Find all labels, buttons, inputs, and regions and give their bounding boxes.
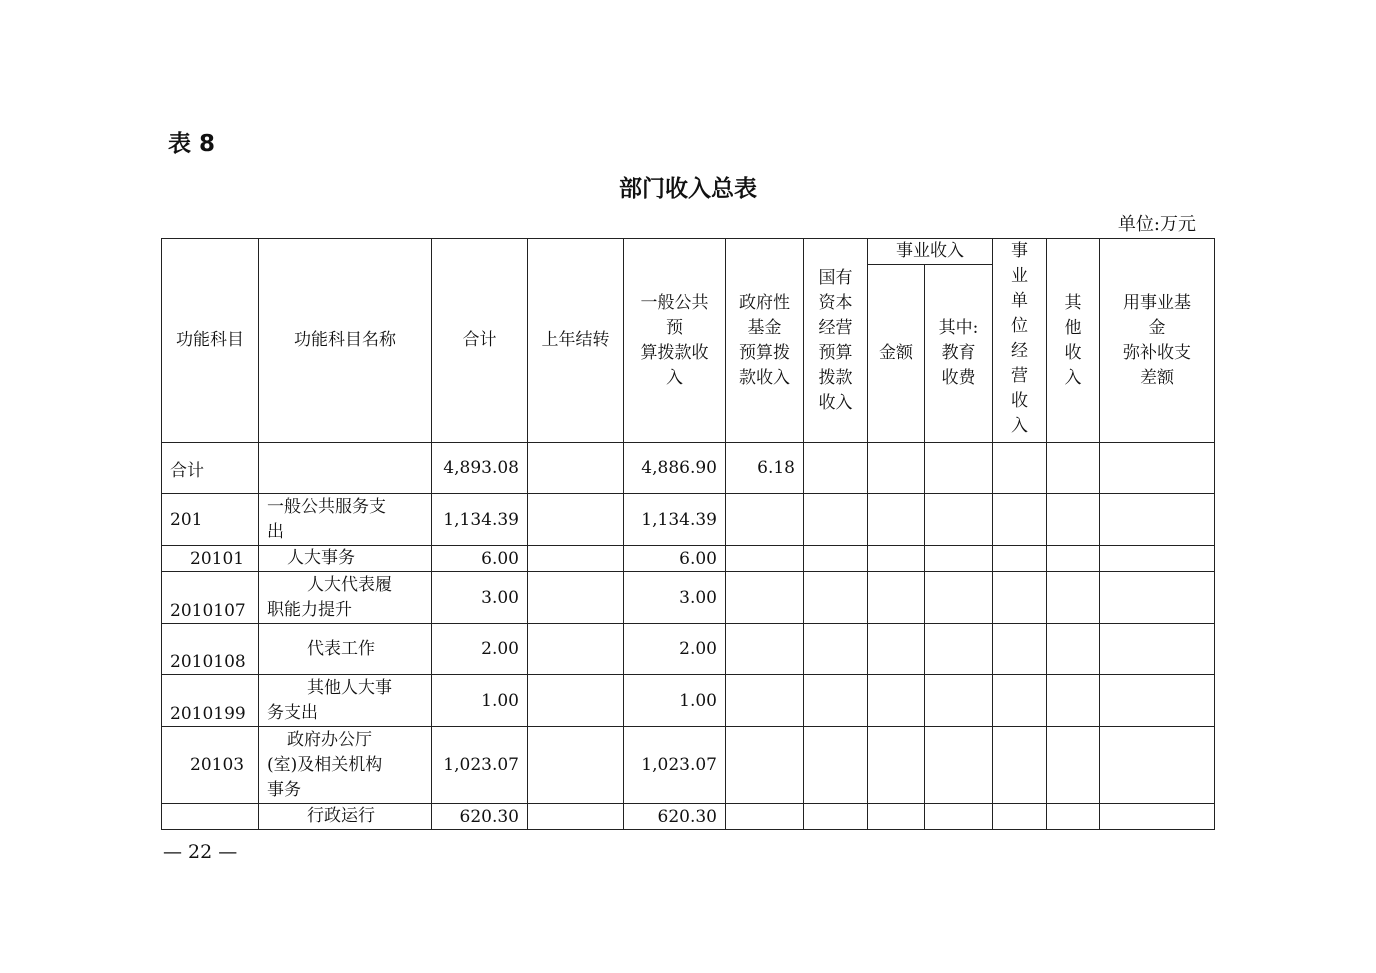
row-cell [1047,546,1100,572]
row-cell [1100,572,1215,624]
header-career-fund-line: 差额 [1140,367,1174,388]
row-gov-fund: 6.18 [726,443,804,494]
header-state-capital [804,239,868,443]
table-row [162,443,1215,494]
header-career-income: 事业收入 [868,239,993,265]
row-cell [993,572,1047,624]
row-general: 620.30 [624,804,726,830]
page-title: 部门收入总表 [619,176,757,202]
row-cell [868,624,925,675]
row-cell [1047,727,1100,804]
row-gov-fund [726,675,804,727]
row-name-line: 出 [267,521,284,542]
header-career-edu-line: 其中: [938,318,979,338]
row-cell [1047,675,1100,727]
header-career-fund-line: 用事业基 [1123,292,1191,313]
row-name-line: 人大代表履 [307,574,392,595]
row-cell [925,727,993,804]
unit-label: 单位:万元 [1117,214,1196,235]
header-career-amount: 金额 [868,265,925,443]
row-cell [868,443,925,494]
row-general: 1,134.39 [624,494,726,546]
row-cell [993,675,1047,727]
row-gov-fund [726,572,804,624]
table-row [162,546,1215,572]
header-other-income-line: 其 [1064,292,1082,313]
row-cell [925,494,993,546]
header-career-fund-line: 金 [1148,317,1166,338]
row-name-line: 政府办公厅 [287,729,372,750]
row-name [259,727,432,804]
header-func-name: 功能科目名称 [259,239,432,443]
row-code: 201 [162,494,259,546]
row-name [259,624,432,675]
row-gov-fund [726,804,804,830]
row-total: 1,134.39 [432,494,528,546]
row-gov-fund [726,624,804,675]
header-operating-income-line: 营 [1011,366,1028,386]
row-code: 2010199 [162,675,259,727]
row-cell [925,624,993,675]
row-total: 620.30 [432,804,528,830]
row-cell [804,624,868,675]
header-general-budget-line: 预 [666,317,683,338]
income-summary-table [161,238,1215,830]
row-cell [1100,675,1215,727]
header-career-edu-line: 收费 [941,368,976,388]
row-cell [1047,443,1100,494]
row-cell [804,572,868,624]
header-state-capital-line: 经营 [818,317,853,338]
header-operating-income [993,239,1047,443]
row-cell [1100,727,1215,804]
row-code: 合计 [162,443,259,494]
row-code: 2010107 [162,572,259,624]
header-career-fund [1100,239,1215,443]
row-total: 1.00 [432,675,528,727]
table-row [162,727,1215,804]
row-cell [925,572,993,624]
row-cell [1100,546,1215,572]
header-other-income-line: 他 [1064,317,1082,338]
row-total: 1,023.07 [432,727,528,804]
row-cell [1100,624,1215,675]
header-func-code: 功能科目 [162,239,259,443]
header-state-capital-line: 国有 [818,267,853,288]
row-cell [804,443,868,494]
header-career-edu-line: 教育 [941,343,976,363]
row-name [259,443,432,494]
table-row [162,804,1215,830]
row-cell [804,546,868,572]
row-cell [1047,624,1100,675]
row-cell [925,804,993,830]
row-cell [1047,572,1100,624]
row-cell [925,675,993,727]
row-general: 2.00 [624,624,726,675]
row-general: 3.00 [624,572,726,624]
row-cell [868,675,925,727]
row-cell [868,804,925,830]
row-name-line: 事务 [267,779,301,800]
header-carryover: 上年结转 [528,239,624,443]
row-cell [804,494,868,546]
header-gov-fund-line: 政府性 [739,292,790,313]
row-cell [868,572,925,624]
header-state-capital-line: 预算 [818,342,853,363]
header-operating-income-line: 收 [1011,391,1028,411]
header-operating-income-line: 事 [1011,241,1028,261]
row-name [259,494,432,546]
header-operating-income-line: 业 [1011,266,1028,286]
header-state-capital-line: 收入 [818,392,853,413]
row-gov-fund [726,546,804,572]
row-carryover [528,804,624,830]
row-cell [1047,804,1100,830]
row-gov-fund [726,494,804,546]
row-name-line: 一般公共服务支 [267,496,386,517]
row-name [259,546,432,572]
row-general: 1.00 [624,675,726,727]
header-career-edu [925,265,993,443]
row-cell [925,546,993,572]
row-name [259,675,432,727]
header-other-income [1047,239,1100,443]
page-number: — 22 — [163,841,238,863]
row-total: 2.00 [432,624,528,675]
row-cell [1100,804,1215,830]
header-general-budget [624,239,726,443]
row-cell [993,804,1047,830]
header-operating-income-line: 位 [1011,316,1028,336]
row-general: 4,886.90 [624,443,726,494]
row-cell [804,727,868,804]
row-code: 2010108 [162,624,259,675]
row-carryover [528,624,624,675]
header-other-income-line: 收 [1064,342,1082,363]
row-name-line: 代表工作 [307,638,375,659]
row-code: 20101 [162,546,259,572]
row-code [162,804,259,830]
row-gov-fund [726,727,804,804]
row-carryover [528,727,624,804]
header-general-budget-line: 入 [666,367,683,388]
header-career-fund-line: 弥补收支 [1123,342,1191,363]
row-total: 6.00 [432,546,528,572]
row-cell [804,675,868,727]
row-name-line: 务支出 [267,702,318,723]
row-cell [1100,443,1215,494]
row-name [259,804,432,830]
table-number-label: 表 8 [168,131,216,157]
row-cell [993,624,1047,675]
row-cell [993,727,1047,804]
row-cell [1047,494,1100,546]
row-general: 1,023.07 [624,727,726,804]
row-cell [868,494,925,546]
header-operating-income-line: 入 [1011,416,1028,436]
row-cell [993,494,1047,546]
row-cell [993,443,1047,494]
row-name-line: 行政运行 [307,806,375,826]
table-row [162,494,1215,546]
row-cell [993,546,1047,572]
row-name-line: 其他人大事 [307,677,392,698]
header-state-capital-line: 资本 [818,292,853,313]
table-row [162,624,1215,675]
row-code: 20103 [162,727,259,804]
header-general-budget-line: 算拨款收 [640,342,709,363]
row-total: 4,893.08 [432,443,528,494]
table-row [162,675,1215,727]
row-carryover [528,443,624,494]
table-row [162,572,1215,624]
row-carryover [528,494,624,546]
row-total: 3.00 [432,572,528,624]
header-gov-fund-line: 预算拨 [739,342,790,363]
header-other-income-line: 入 [1064,367,1082,388]
header-gov-fund-line: 基金 [747,317,782,338]
row-carryover [528,675,624,727]
row-name-line: (室)及相关机构 [267,754,383,775]
header-general-budget-line: 一般公共 [640,292,709,313]
row-name-line: 人大事务 [287,548,355,568]
row-cell [1100,494,1215,546]
row-cell [804,804,868,830]
header-total: 合计 [432,239,528,443]
row-name [259,572,432,624]
row-general: 6.00 [624,546,726,572]
row-cell [925,443,993,494]
row-name-line: 职能力提升 [267,599,352,620]
row-cell [868,546,925,572]
row-carryover [528,572,624,624]
header-operating-income-line: 经 [1011,341,1028,361]
header-gov-fund-line: 款收入 [739,367,790,388]
row-cell [868,727,925,804]
header-operating-income-line: 单 [1011,291,1028,311]
row-carryover [528,546,624,572]
header-state-capital-line: 拨款 [818,367,853,388]
header-gov-fund [726,239,804,443]
